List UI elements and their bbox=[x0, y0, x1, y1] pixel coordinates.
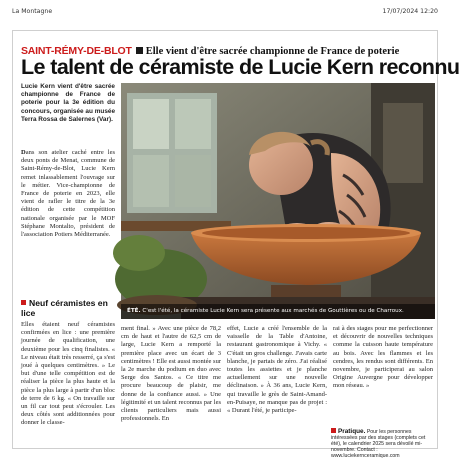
pratique-text: Pour les personnes intéressées par des stages (complets cet été), le calendrier 2025 sera dévoilé mi-novembre. Contact : www.luciekernceramique.com bbox=[331, 429, 426, 459]
article-intro: Dans son atelier caché entre les deux ponts de Menat, commune de Saint-Rémy-de-Blot, Lucie Kern remet inlassablement l'ouvrage sur le métier. Vice-championne de France de poterie en 2023, elle vient de rafler le titre de la 3e édition de cette compétition nationale organisée par le MOF Stéphane Montalto, président de l'association Potiers Méditerranée. bbox=[21, 149, 115, 239]
browser-print-header bbox=[0, 0, 450, 22]
photo-caption bbox=[121, 304, 435, 319]
body-column-3: effet, Lucie a créé l'ensemble de la vaisselle de la Table d'Antoine, restaurant gastronomique à Vichy. « C'était un gros challenge. J'avais carte blanche, je partais de zéro. J'ai réalisé toutes les assiettes et je planche actuellement sur une nouvelle déclinaison. » À 36 ans, Lucie Kern, qui travaille le grès de Saint-Amand-en-Puisaye, ne manque pas de projet : « Durant l'été, je participe- bbox=[227, 325, 327, 415]
body-column-4: rai à des stages pour me perfectionner et découvrir de nouvelles techniques comme la cuisson haute température au bois. Avec les flammes et les cendres, les rendus sont différents. En novembre, je participerai au salon Origine Auvergne pour développer mon réseau. » bbox=[333, 325, 433, 390]
article-kicker bbox=[21, 39, 431, 57]
potter-at-wheel-image bbox=[121, 83, 435, 319]
subhead-bullet-icon bbox=[21, 300, 26, 305]
kicker-deck: Elle vient d'être sacrée championne de France de poterie bbox=[145, 46, 400, 57]
body-column-1: Elles étaient neuf céramistes confirmées en lice : une première journée de qualification, une deuxième pour les cinq finalistes. « Le niveau était très resserré, ça s'est joué à quelques centimètres. » Le but d'une telle compétition est de réaliser la pièce la plus haute et la pièce la plus large à partir d'un bloc de terre de 6 kg. « On travaille sur un fil car tout peut s'écrouler. Les deux côtés sont additionnées pour donner le classe- bbox=[21, 321, 115, 427]
pratique-box bbox=[331, 428, 435, 459]
caption-label: ÉTÉ. bbox=[127, 308, 141, 314]
newspaper-source: La Montagne bbox=[12, 8, 53, 15]
body-column-2: ment final. » Avec une pièce de 78,2 cm de haut et l'autre de 62,5 cm de large, Lucie Kern a remporté la première place avec un écart de 3 centimètres ! Elle est aussi montée sur la 2e marche du podium en duo avec Serge dos Santos. « Ce titre me procure beaucoup de plaisir, me donne de la confiance aussi. » Une légitimité et un talent reconnus par les clients particuliers mais aussi professionnels. En bbox=[121, 325, 221, 423]
subhead-text: Neuf céramistes en lice bbox=[21, 298, 108, 318]
kicker-square-icon bbox=[136, 47, 143, 54]
pratique-title: Pratique. bbox=[338, 428, 366, 435]
print-datetime: 17/07/2024 12:20 bbox=[382, 8, 438, 15]
article-lede: Lucie Kern vient d'être sacrée championne de France de poterie pour la 3e édition du concours, organisée au musée Terra Rossa de Salernes (Var). bbox=[21, 83, 115, 123]
kicker-place: SAINT-RÉMY-DE-BLOT bbox=[21, 45, 132, 57]
caption-text: C'est l'été, la céramiste Lucie Kern sera présente aux marchés de Gouttières ou de Charroux. bbox=[142, 308, 404, 314]
article-photo bbox=[121, 83, 435, 319]
newspaper-clipping bbox=[12, 30, 459, 459]
section-subhead bbox=[21, 299, 115, 318]
pratique-bullet-icon bbox=[331, 428, 336, 433]
article-headline: Le talent de céramiste de Lucie Kern reconnu bbox=[21, 55, 459, 79]
